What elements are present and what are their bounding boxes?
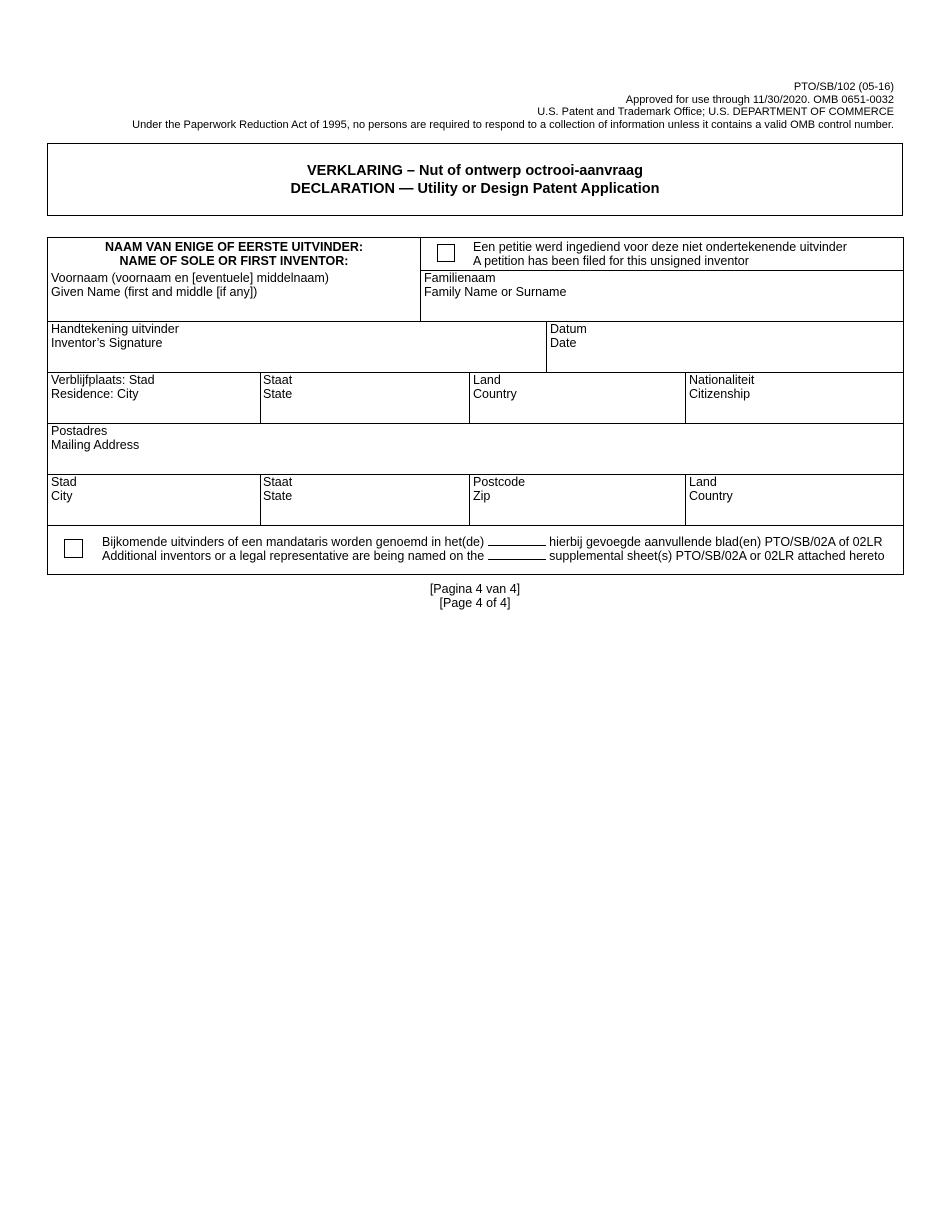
additional-dutch-part1: Bijkomende uitvinders of een mandataris worden genoemd in het(de)	[102, 535, 485, 549]
zip-label-english: Zip	[473, 489, 491, 503]
title-dutch: VERKLARING – Nut of ontwerp octrooi-aanvraag	[307, 163, 643, 179]
family-name-field[interactable]	[421, 271, 903, 321]
paperwork-notice: Under the Paperwork Reduction Act of 1995, no persons are required to respond to a collection of information unless it contains a valid OMB control number.	[132, 119, 894, 131]
citizenship-label-english: Citizenship	[689, 387, 751, 401]
citizenship-label-dutch: Nationaliteit	[689, 373, 755, 387]
page-number-dutch: [Pagina 4 van 4]	[429, 582, 521, 596]
agency-name: U.S. Patent and Trademark Office; U.S. DEPARTMENT OF COMMERCE	[537, 106, 894, 118]
date-label-dutch: Datum	[550, 322, 587, 336]
additional-dutch-part2: hierbij gevoegde aanvullende blad(en) PTO/SB/02A of 02LR	[549, 535, 883, 549]
petition-label-dutch: Een petitie werd ingediend voor deze niet ondertekenende uitvinder	[473, 240, 847, 254]
family-name-label-english: Family Name or Surname	[424, 285, 567, 299]
citizenship-field[interactable]	[686, 373, 903, 423]
state-label-english: State	[263, 489, 293, 503]
mailing-address-label-dutch: Postadres	[51, 424, 108, 438]
residence-city-label-dutch: Verblijfplaats: Stad	[51, 373, 155, 387]
mailing-address-label-english: Mailing Address	[51, 438, 140, 452]
country-field[interactable]	[686, 475, 903, 525]
city-label-english: City	[51, 489, 73, 503]
form-number: PTO/SB/102 (05-16)	[793, 81, 894, 93]
additional-english-part1: Additional inventors or a legal representative are being named on the	[102, 549, 485, 563]
residence-state-label-english: State	[263, 387, 293, 401]
signature-label-dutch: Handtekening uitvinder	[51, 322, 179, 336]
state-label-dutch: Staat	[263, 475, 293, 489]
petition-checkbox[interactable]	[437, 244, 455, 262]
page-number-english: [Page 4 of 4]	[439, 596, 511, 610]
residence-country-label-dutch: Land	[473, 373, 501, 387]
date-field[interactable]	[547, 322, 903, 372]
signature-field[interactable]	[48, 322, 546, 372]
residence-state-label-dutch: Staat	[263, 373, 293, 387]
residence-city-field[interactable]	[48, 373, 260, 423]
residence-country-field[interactable]	[470, 373, 685, 423]
additional-english-part2: supplemental sheet(s) PTO/SB/02A or 02LR attached hereto	[549, 549, 885, 563]
state-field[interactable]	[261, 475, 469, 525]
approval-note: Approved for use through 11/30/2020. OMB 0651-0032	[625, 94, 894, 106]
family-name-label-dutch: Familienaam	[424, 271, 496, 285]
sheet-count-blank[interactable]	[488, 536, 546, 546]
title-english: DECLARATION — Utility or Design Patent Application	[290, 181, 660, 197]
mailing-address-field[interactable]	[48, 424, 903, 474]
additional-inventors-checkbox[interactable]	[64, 539, 83, 558]
residence-state-field[interactable]	[261, 373, 469, 423]
additional-inventors-text-dutch	[102, 535, 882, 550]
zip-label-dutch: Postcode	[473, 475, 526, 489]
sheet-count-blank-english[interactable]	[488, 550, 546, 560]
additional-inventors-text-english	[102, 549, 885, 564]
given-name-label-dutch: Voornaam (voornaam en [eventuele] middelnaam)	[51, 271, 329, 285]
signature-label-english: Inventor’s Signature	[51, 336, 163, 350]
city-label-dutch: Stad	[51, 475, 77, 489]
zip-field[interactable]	[470, 475, 685, 525]
given-name-label-english: Given Name (first and middle [if any])	[51, 285, 258, 299]
residence-country-label-english: Country	[473, 387, 517, 401]
inventor-heading-dutch: NAAM VAN ENIGE OF EERSTE UITVINDER:	[104, 240, 364, 254]
inventor-heading-english: NAME OF SOLE OR FIRST INVENTOR:	[119, 254, 349, 268]
petition-label-english: A petition has been filed for this unsigned inventor	[473, 254, 749, 268]
date-label-english: Date	[550, 336, 577, 350]
city-field[interactable]	[48, 475, 260, 525]
given-name-field[interactable]	[48, 271, 420, 321]
residence-city-label-english: Residence: City	[51, 387, 139, 401]
country-label-dutch: Land	[689, 475, 717, 489]
country-label-english: Country	[689, 489, 733, 503]
